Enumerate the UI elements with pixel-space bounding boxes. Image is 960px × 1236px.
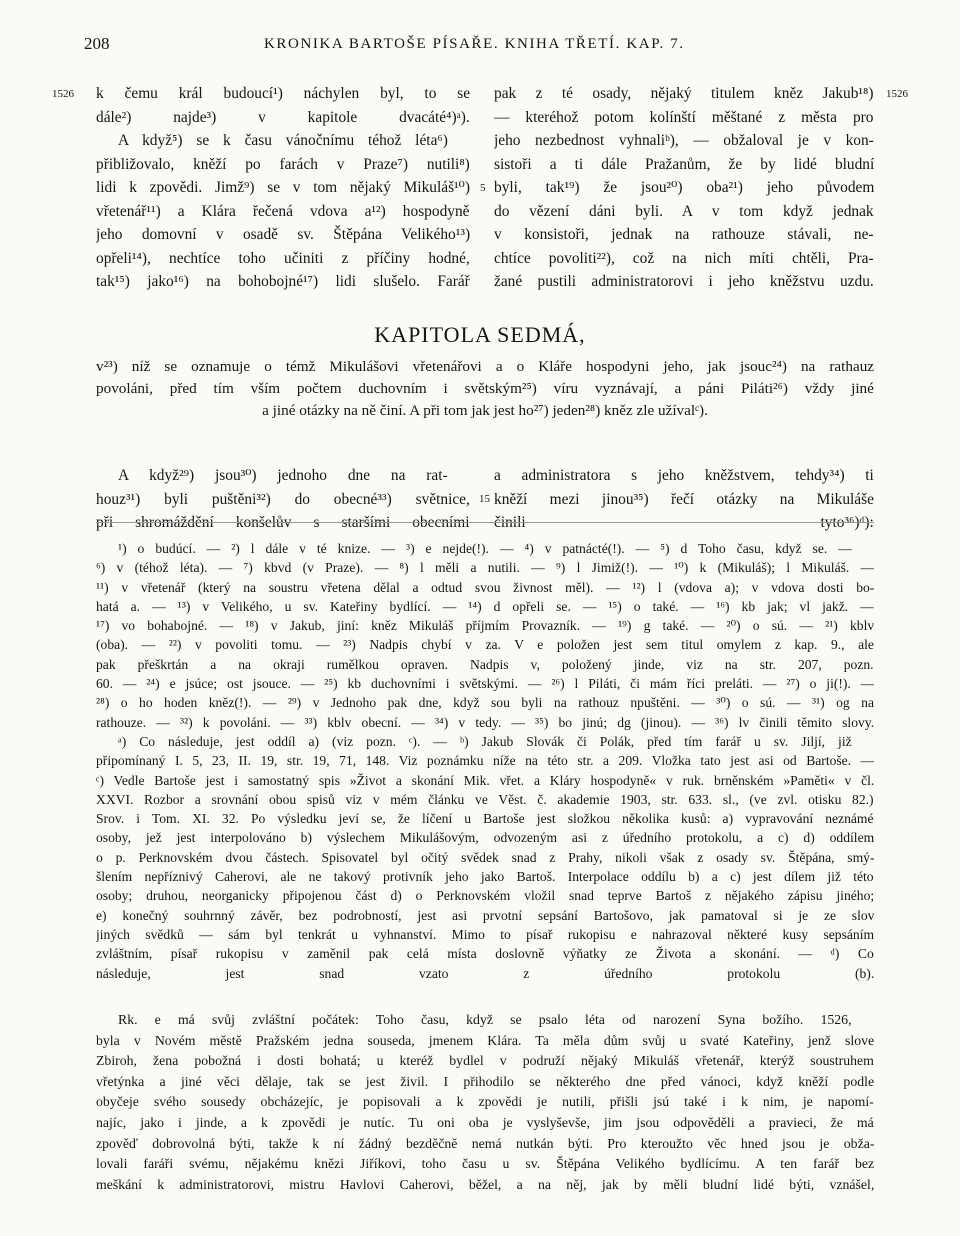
footnote-line: ¹⁷) vo bohabojné. — ¹⁸) v Jakub, jiní: kněz Mikuláš příjmím Provazník. — ¹⁹) g také. — ²⁰) o sú. — ²¹) kblv: [96, 618, 874, 634]
text-line: A když²⁹) jsou³⁰) jednoho dne na rat-: [118, 467, 448, 484]
text-line: dále²) najde³) v kapitole dvacáté⁴)ᵃ).: [96, 108, 470, 126]
text-line: činili tyto³⁶)ᵈ):: [494, 514, 874, 531]
footnote-line: ᵃ) Co následuje, jest oddíl a) (viz pozn. ᶜ). — ᵇ) Jakub Slovák či Polák, před tím farář u sv. Jiljí, již: [118, 733, 852, 749]
footnote-line: e) konečný souhrnný závěr, bez podrobností, jest asi prvotní sepsání Bartošovo, jak pamatoval si je ze slov: [96, 907, 874, 923]
rk-line: meškání k administratorovi, mistru Havlovi Caherovi, běžel, a na něj, jak by měli bludní lidé býti, vznášel,: [96, 1176, 874, 1192]
footnote-line: osoby, jež jest interpolováno b) výslechem Mikulášovým, odvozeným asi z úředního protokolu, a c) d) oddílem: [96, 830, 874, 846]
rk-line: Zbiroh, žena pobožná i dosti bohatá; u kteréž bydlel v podruží nějaký Mikuláš vřetenář, kterýž soustruhem: [96, 1053, 874, 1069]
footnote-line: 60. — ²⁴) e jsúce; ost jsouce. — ²⁵) kb duchovními i světskými. — ²⁶) l Piláti, či mám říci preláti. — ²⁷) o ji(!). —: [96, 676, 874, 692]
text-line: kněží mezi jinou³⁵) řečí otázky na Mikuláše: [494, 490, 874, 508]
page-header: [84, 34, 874, 60]
rk-line: lovali faráři svému, nějakému knězi Jiříkovi, toho času u sv. Štěpána Velikého bydlícímu. A ten farář bez: [96, 1156, 874, 1172]
margin-year-left: 1526: [52, 88, 74, 100]
top-left-column: [96, 82, 470, 294]
page-number: 208: [84, 34, 110, 53]
text-line: žané pustili administratorovi i jeho kněžstvu uzdu.: [494, 273, 874, 290]
text-line: sistoři a ti dále Pražanům, že by lidé bludní: [494, 155, 874, 173]
bottom-left-column: [96, 464, 470, 535]
footnote-line: ¹¹) v vřetenář (který na soustru vřetena dělal a odtud svou živnost měl). — ¹²) l (vdova a); v vdova dosti bo-: [96, 579, 874, 595]
text-line: při shromáždění konšelův s staršími obecními: [96, 514, 470, 531]
text-line: jeho nezbednost vyhnaliᵇ), — obžaloval je v kon-: [494, 132, 874, 149]
text-line: jeho domovní v osadě sv. Štěpána Velikého¹³): [96, 226, 470, 243]
footnote-line: ᶜ) Vedle Bartoše jest i samostatný spis »Život a skonání Mik. vřet. a Kláry hospodyně« v ruk. brněnském »Paměti« v čl.: [96, 772, 874, 788]
text-line: — kteréhož potom kolínští měštané z města pro: [494, 108, 874, 126]
rk-line: byla v Novém městě Pražském jedna souseda, jmenem Klára. Ta měla dům svůj u svaté Kateřiny, jenž slove: [96, 1032, 874, 1048]
text-line: a administratora s jeho kněžstvem, tehdy³⁴) ti: [494, 467, 874, 484]
text-line: houz³¹) byli puštěni³²) do obecné³³) světnice,: [96, 490, 470, 508]
summary-line: povoláni, před tím vším počtem duchovním i světským²⁵) víru vyznávají, a páni Piláti²⁶) vždy jiné: [96, 380, 874, 397]
text-line: v konsistoři, jednak na rathouze stávali, ne-: [494, 226, 874, 243]
top-right-column: [494, 82, 874, 294]
text-line: do vězení dáni byli. A v tom když jednak: [494, 202, 874, 220]
text-line: přibližovalo, kněží po farách v Praze⁷) nutili⁸): [96, 155, 470, 173]
summary-line: a jiné otázky na ně činí. A při tom jak jest ho²⁷) jeden²⁸) kněz zle užívalᶜ).: [262, 402, 708, 419]
text-line: chtíce povoliti²²), což na nich míti chtěli, Pra-: [494, 249, 874, 267]
footnote-line: následuje, jest snad vzato z úředního protokolu (b).: [96, 965, 874, 981]
footnote-line: (oba). — ²²) v povoliti tomu. — ²³) Nadpis chybí v za. V e položen jest sem titul omylem z kap. 9., ale: [96, 637, 874, 653]
text-line: k čemu král budoucí¹) náchylen byl, to se: [96, 85, 470, 102]
summary-line: v²³) níž se oznamuje o témž Mikulášovi vřetenářovi a o Kláře hospodyni jeho, jak jsouc²⁴) na rathauz: [96, 358, 874, 375]
line-marker-5: 5: [480, 182, 486, 194]
rk-line: zpověď dobrovolná býti, takže k ní žádný bezděčně nemá nutkán býti. Pro kteroužto věc hned jsou je obža-: [96, 1135, 874, 1151]
rk-passage: [96, 1010, 874, 1195]
footnote-line: hatá a. — ¹³) v Velikého, u sv. Kateřiny bydlící. — ¹⁴) d opřeli se. — ¹⁵) o také. — ¹⁶) kb jak; vl jakž. —: [96, 598, 874, 614]
text-line: byli, tak¹⁹) že jsou²⁰) oba²¹) jeho původem: [494, 179, 874, 196]
text-line: tak¹⁵) jako¹⁶) na bohobojné¹⁷) lidi slušelo. Farář: [96, 273, 470, 290]
footnote-line: osoby; druhou, neorganicky připojenou část d) o Perknovském vložil snad teprve Bartoš z nějakého zápisu jiného;: [96, 888, 874, 904]
footnote-line: Srov. i Tom. XI. 32. Po výsledku jeví se, že líčení u Bartoše jest složkou několika kusů: a) vypravování neznámé: [96, 811, 874, 827]
footnote-line: ¹) o budúcí. — ²) l dále v té knize. — ³) e nejde(!). — ⁴) v patnácté(!). — ⁵) d Toho času, když se. —: [118, 541, 852, 556]
chapter-title: KAPITOLA SEDMÁ,: [374, 322, 586, 347]
footnote-line: pak přeškrtán a na okraji rumělkou opraven. Nadpis v, položený jinde, viz na str. 207, pozn.: [96, 656, 874, 672]
rk-line: obyčeje svého sousedy obcházejíc, je popisovali a k zpovědi je nutili, přišli jsú také i k nim, je napomí-: [96, 1094, 874, 1110]
footnotes: [96, 539, 874, 983]
footnote-line: připomínaný I. 5, 23, II. 19, str. 19, 71, 148. Viz poznámku níže na této str. a 209. Vložka tato jest asi od Bartoše. —: [96, 753, 874, 769]
footnote-line: XXVI. Rozbor a srovnání obou spisů viz v mém článku ve Věst. č. akademie 1903, str. 633. sl., (ve zvl. otisku 82.): [96, 791, 874, 807]
bottom-right-column: [494, 464, 874, 535]
text-line: vřetenář¹¹) a Klára řečená vdova a¹²) hospodyně: [96, 202, 470, 220]
text-line: A když⁵) se k času vánočnímu téhož léta⁶): [118, 132, 448, 149]
footnote-line: šlením nepříznivý Caherovi, ale ne takový protivník jeho jako Bartoš. Interpolace oddílu b) a c) jest dílem již této: [96, 869, 874, 885]
footnote-line: ⁶) v (téhož léta). — ⁷) kbvd (v Praze). — ⁸) l měli a nutili. — ⁹) l Jimiž(!). — ¹⁰) k (Mikuláš); l Mikuláš. —: [96, 560, 874, 576]
footnote-divider: [96, 522, 874, 523]
text-line: lidi k zpovědi. Jimž⁹) se v tom nějaký Mikuláš¹⁰): [96, 179, 470, 196]
footnote-line: rathouze. — ³²) k povoláni. — ³³) kblv obecní. — ³⁴) v tedy. — ³⁵) bo jinú; dg (jinou). — ³⁶) lv činili těmito slovy.: [96, 714, 874, 730]
text-line: pak z té osady, nějaký titulem kněz Jakub¹⁸): [494, 85, 874, 102]
footnote-line: ²⁸) o ho hoden kněz(!). — ²⁹) v Jednoho pak dne, když sou byli na rathouz npuštěni. — ³⁰) o sú. — ³¹) og na: [96, 695, 874, 711]
footnote-line: o p. Perknovském dvou částech. Spisovatel byl očitý svědek snad z Prahy, nikoli však z osady sv. Štěpána, smý-: [96, 849, 874, 865]
footnote-line: jiných svědků — sám byl tenkrát u vyhnanství. Mimo to písař rukopisu e nahrazoval některé kusy sepsáním: [96, 926, 874, 942]
footnote-line: zvláštním, písař rukopisu v zaměnil pak celá místa doslovně výňatky ze Života a skonání. — ᵈ) Co: [96, 946, 874, 962]
running-head: KRONIKA BARTOŠE PÍSAŘE. KNIHA TŘETÍ. KAP. 7.: [264, 36, 685, 52]
text-line: opřeli¹⁴), nechtíce toho učiniti z příčiny hodné,: [96, 249, 470, 267]
rk-line: vřetýnka a jiné věci dělaje, tak se jest živil. I přihodilo se některého dne před vánoci, když kněží podle: [96, 1073, 874, 1089]
line-marker-15: 15: [479, 493, 490, 505]
chapter-summary: [96, 356, 874, 422]
rk-line: najíc, jako i jinde, a k zpovědi je nutíc. Tu oni oba je vyslyševše, jim jsou odpověděli a pravieci, že má: [96, 1114, 874, 1130]
margin-year-right: 1526: [886, 88, 908, 100]
rk-line: Rk. e má svůj zvláštní počátek: Toho času, když se psalo léta od narození Syna božího. 1526,: [118, 1012, 852, 1027]
